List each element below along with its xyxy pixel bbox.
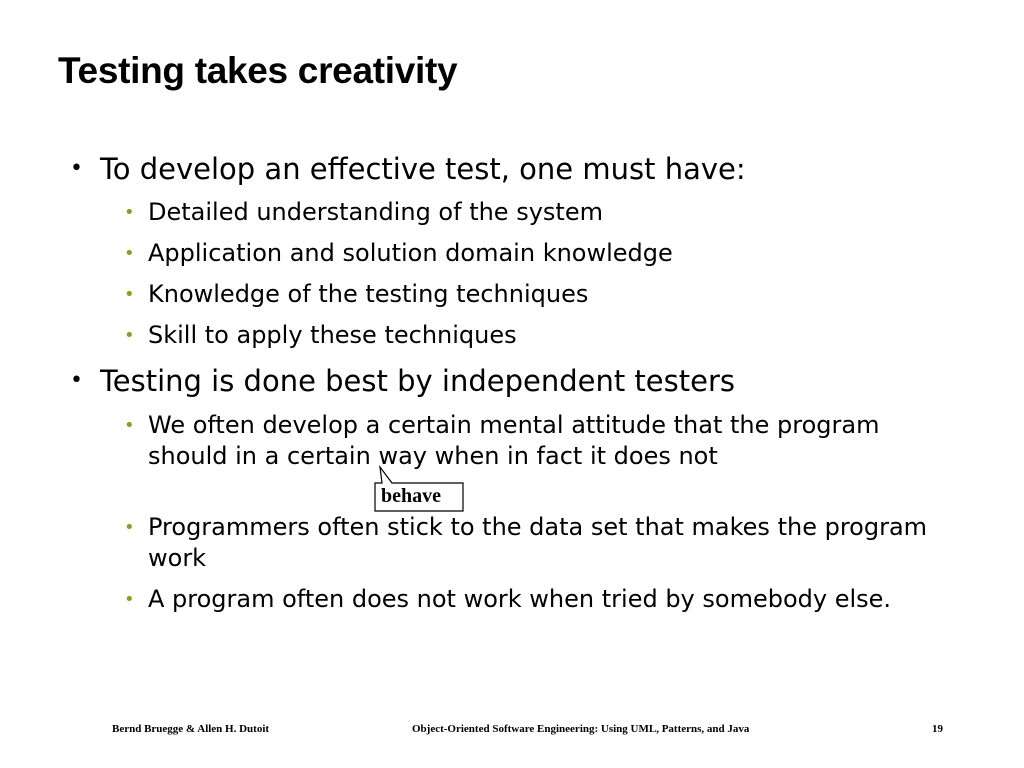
- bullet-marker: •: [124, 517, 135, 538]
- bullet-text: We often develop a certain mental attitude that the program should in a certain way when in fact it does not: [148, 411, 880, 470]
- bullet-text: Programmers often stick to the data set that makes the program work: [148, 513, 928, 572]
- bullet-text: Detailed understanding of the system: [148, 198, 603, 226]
- bullet-marker: •: [70, 156, 83, 181]
- sub-bullet-understanding: [124, 197, 938, 228]
- bullet-independent-testers: [70, 364, 735, 398]
- bullet-marker: •: [124, 243, 135, 264]
- callout-text: behave: [381, 485, 441, 507]
- sub-bullet-skill: [124, 320, 938, 351]
- sub-bullet-data-set: [124, 512, 938, 574]
- sub-bullet-domain-knowledge: [124, 238, 938, 269]
- footer-page-number: 19: [932, 723, 943, 735]
- bullet-marker: •: [124, 284, 135, 305]
- bullet-develop-test: [70, 152, 746, 186]
- bullet-marker: •: [70, 368, 83, 393]
- bullet-text: To develop an effective test, one must have:: [100, 152, 746, 186]
- bullet-marker: •: [124, 202, 135, 223]
- bullet-text: Testing is done best by independent testers: [100, 364, 735, 398]
- bullet-text: Skill to apply these techniques: [148, 321, 517, 349]
- sub-bullet-mental-attitude: [124, 410, 938, 472]
- footer-book-title: Object-Oriented Software Engineering: Using UML, Patterns, and Java: [412, 723, 750, 735]
- bullet-marker: •: [124, 415, 135, 436]
- sub-bullet-testing-techniques: [124, 279, 938, 310]
- bullet-text: Knowledge of the testing techniques: [148, 280, 589, 308]
- footer-authors: Bernd Bruegge & Allen H. Dutoit: [112, 723, 270, 735]
- bullet-text: Application and solution domain knowledge: [148, 239, 673, 267]
- sub-bullet-tried-by-others: [124, 584, 938, 615]
- bullet-text: A program often does not work when tried by somebody else.: [148, 585, 892, 613]
- bullet-marker: •: [124, 325, 135, 346]
- slide-title: Testing takes creativity: [58, 50, 458, 91]
- bullet-marker: •: [124, 589, 135, 610]
